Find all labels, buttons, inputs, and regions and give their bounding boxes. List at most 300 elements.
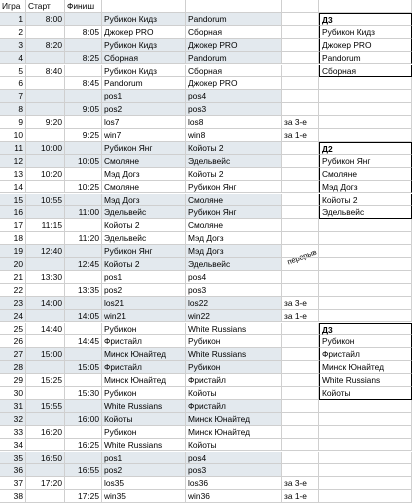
team-a-cell[interactable]: Рубикон Кидз xyxy=(102,13,186,26)
finish-time-cell[interactable]: 10:05 xyxy=(65,155,102,168)
table-row xyxy=(0,181,412,194)
side-cell[interactable] xyxy=(319,310,412,323)
team-a-cell[interactable]: Койоты 2 xyxy=(102,219,186,232)
start-time-cell[interactable] xyxy=(26,413,65,426)
start-time-cell[interactable]: 15:25 xyxy=(26,374,65,387)
finish-time-cell[interactable] xyxy=(65,400,102,413)
side-cell[interactable] xyxy=(319,284,412,297)
game-number-cell[interactable]: 2 xyxy=(0,26,26,39)
table-row xyxy=(0,374,412,387)
side-cell[interactable]: Мэд Догз xyxy=(319,181,412,194)
finish-time-cell[interactable]: 15:30 xyxy=(65,387,102,400)
team-a-cell[interactable]: win7 xyxy=(102,129,186,142)
header-game[interactable]: Игра xyxy=(0,0,26,13)
note-cell[interactable] xyxy=(282,77,319,90)
side-cell[interactable] xyxy=(319,477,412,490)
note-cell[interactable] xyxy=(282,323,319,336)
start-time-cell[interactable] xyxy=(26,26,65,39)
finish-time-cell[interactable] xyxy=(65,219,102,232)
start-time-cell[interactable]: 14:00 xyxy=(26,297,65,310)
team-a-cell[interactable]: Койоты 2 xyxy=(102,258,186,271)
start-time-cell[interactable] xyxy=(26,361,65,374)
team-b-cell[interactable]: Джокер PRO xyxy=(186,77,282,90)
start-time-cell[interactable]: 16:50 xyxy=(26,452,65,465)
start-time-cell[interactable]: 16:20 xyxy=(26,426,65,439)
table-row xyxy=(0,129,412,142)
note-cell[interactable] xyxy=(282,168,319,181)
finish-time-cell[interactable]: 8:05 xyxy=(65,26,102,39)
game-number-cell[interactable]: 27 xyxy=(0,348,26,361)
finish-time-cell[interactable] xyxy=(65,116,102,129)
side-cell[interactable]: Д2 xyxy=(319,142,412,155)
team-b-cell[interactable]: Койоты 2 xyxy=(186,142,282,155)
start-time-cell[interactable]: 12:40 xyxy=(26,245,65,258)
start-time-cell[interactable] xyxy=(26,310,65,323)
team-b-cell[interactable]: pos4 xyxy=(186,271,282,284)
team-b-cell[interactable]: los36 xyxy=(186,477,282,490)
table-row xyxy=(0,464,412,477)
team-b-cell[interactable]: pos4 xyxy=(186,452,282,465)
game-number-cell[interactable]: 20 xyxy=(0,258,26,271)
team-b-cell[interactable]: win8 xyxy=(186,129,282,142)
side-cell[interactable]: Минск Юнайтед xyxy=(319,361,412,374)
team-a-cell[interactable]: Рубикон Кидз xyxy=(102,65,186,78)
team-b-cell[interactable]: Сборная xyxy=(186,65,282,78)
note-cell[interactable] xyxy=(282,413,319,426)
header-team-b[interactable] xyxy=(186,0,282,13)
start-time-cell[interactable]: 8:00 xyxy=(26,13,65,26)
start-time-cell[interactable] xyxy=(26,77,65,90)
team-a-cell[interactable]: Рубикон xyxy=(102,323,186,336)
game-number-cell[interactable]: 17 xyxy=(0,219,26,232)
start-time-cell[interactable]: 9:20 xyxy=(26,116,65,129)
game-number-cell[interactable]: 24 xyxy=(0,310,26,323)
start-time-cell[interactable] xyxy=(26,335,65,348)
start-time-cell[interactable] xyxy=(26,387,65,400)
game-number-cell[interactable]: 6 xyxy=(0,77,26,90)
start-time-cell[interactable]: 8:20 xyxy=(26,39,65,52)
side-cell[interactable] xyxy=(319,245,412,258)
table-row xyxy=(0,400,412,413)
team-a-cell[interactable]: Рубикон Янг xyxy=(102,245,186,258)
side-cell[interactable] xyxy=(319,103,412,116)
team-b-cell[interactable]: Смоляне xyxy=(186,194,282,207)
table-row xyxy=(0,219,412,232)
side-cell[interactable] xyxy=(319,464,412,477)
note-cell[interactable] xyxy=(282,206,319,219)
team-a-cell[interactable]: Рубикон Кидз xyxy=(102,39,186,52)
game-number-cell[interactable]: 29 xyxy=(0,374,26,387)
team-b-cell[interactable]: Рубикон xyxy=(186,335,282,348)
finish-time-cell[interactable]: 9:25 xyxy=(65,129,102,142)
break-label: перерыв xyxy=(286,247,318,267)
finish-time-cell[interactable]: 12:45 xyxy=(65,258,102,271)
game-number-cell[interactable]: 37 xyxy=(0,477,26,490)
note-cell[interactable] xyxy=(282,361,319,374)
table-row xyxy=(0,297,412,310)
table-row xyxy=(0,168,412,181)
team-a-cell[interactable]: Эдельвейс xyxy=(102,206,186,219)
team-a-cell[interactable]: pos2 xyxy=(102,464,186,477)
game-number-cell[interactable]: 38 xyxy=(0,490,26,503)
team-b-cell[interactable]: los22 xyxy=(186,297,282,310)
side-cell[interactable]: Койоты xyxy=(319,387,412,400)
team-b-cell[interactable]: Койоты xyxy=(186,439,282,452)
game-number-cell[interactable]: 26 xyxy=(0,335,26,348)
table-row xyxy=(0,271,412,284)
team-a-cell[interactable]: pos2 xyxy=(102,284,186,297)
side-cell[interactable]: Эдельвейс xyxy=(319,206,412,219)
finish-time-cell[interactable] xyxy=(65,323,102,336)
team-b-cell[interactable]: White Russians xyxy=(186,323,282,336)
side-cell[interactable]: Джокер PRO xyxy=(319,39,412,52)
note-cell[interactable] xyxy=(282,232,319,245)
finish-time-cell[interactable] xyxy=(65,90,102,103)
team-a-cell[interactable]: pos1 xyxy=(102,90,186,103)
finish-time-cell[interactable] xyxy=(65,348,102,361)
game-number-cell[interactable]: 12 xyxy=(0,155,26,168)
finish-time-cell[interactable]: 11:00 xyxy=(65,206,102,219)
game-number-cell[interactable]: 35 xyxy=(0,452,26,465)
team-a-cell[interactable]: los7 xyxy=(102,116,186,129)
finish-time-cell[interactable] xyxy=(65,452,102,465)
start-time-cell[interactable] xyxy=(26,155,65,168)
note-cell[interactable] xyxy=(282,464,319,477)
side-cell[interactable]: Д3 xyxy=(319,323,412,336)
finish-time-cell[interactable]: 11:20 xyxy=(65,232,102,245)
game-number-cell[interactable]: 5 xyxy=(0,65,26,78)
game-number-cell[interactable]: 36 xyxy=(0,464,26,477)
note-cell[interactable] xyxy=(282,245,319,258)
team-b-cell[interactable]: pos3 xyxy=(186,464,282,477)
team-a-cell[interactable]: pos1 xyxy=(102,271,186,284)
team-a-cell[interactable]: win35 xyxy=(102,490,186,503)
table-row xyxy=(0,65,412,78)
team-a-cell[interactable]: Pandorum xyxy=(102,77,186,90)
team-a-cell[interactable]: Смоляне xyxy=(102,181,186,194)
note-cell[interactable] xyxy=(282,65,319,78)
finish-time-cell[interactable] xyxy=(65,13,102,26)
start-time-cell[interactable]: 10:55 xyxy=(26,194,65,207)
note-cell[interactable] xyxy=(282,400,319,413)
side-cell[interactable] xyxy=(319,77,412,90)
table-row xyxy=(0,439,412,452)
side-cell[interactable]: Сборная xyxy=(319,65,412,78)
team-a-cell[interactable]: los35 xyxy=(102,477,186,490)
start-time-cell[interactable] xyxy=(26,52,65,65)
note-cell[interactable]: за 3-е xyxy=(282,477,319,490)
side-cell[interactable]: Рубикон xyxy=(319,335,412,348)
team-a-cell[interactable]: Фристайл xyxy=(102,361,186,374)
start-time-cell[interactable] xyxy=(26,181,65,194)
note-cell[interactable] xyxy=(282,142,319,155)
start-time-cell[interactable] xyxy=(26,464,65,477)
table-row xyxy=(0,52,412,65)
start-time-cell[interactable] xyxy=(26,284,65,297)
side-cell[interactable] xyxy=(319,413,412,426)
team-a-cell[interactable]: Джокер PRO xyxy=(102,26,186,39)
header-finish[interactable]: Финиш xyxy=(65,0,102,13)
note-cell[interactable] xyxy=(282,426,319,439)
header-row xyxy=(0,0,412,13)
note-cell[interactable] xyxy=(282,258,319,271)
start-time-cell[interactable] xyxy=(26,206,65,219)
table-row xyxy=(0,348,412,361)
finish-time-cell[interactable] xyxy=(65,271,102,284)
side-cell[interactable]: Рубикон Кидз xyxy=(319,26,412,39)
finish-time-cell[interactable]: 16:00 xyxy=(65,413,102,426)
note-cell[interactable] xyxy=(282,452,319,465)
finish-time-cell[interactable] xyxy=(65,194,102,207)
team-b-cell[interactable]: Минск Юнайтед xyxy=(186,426,282,439)
finish-time-cell[interactable] xyxy=(65,297,102,310)
start-time-cell[interactable] xyxy=(26,232,65,245)
team-a-cell[interactable]: Мэд Догз xyxy=(102,194,186,207)
team-a-cell[interactable]: Минск Юнайтед xyxy=(102,374,186,387)
team-b-cell[interactable]: Рубикон Янг xyxy=(186,206,282,219)
game-number-cell[interactable]: 9 xyxy=(0,116,26,129)
side-cell[interactable] xyxy=(319,452,412,465)
side-cell[interactable] xyxy=(319,297,412,310)
finish-time-cell[interactable]: 14:05 xyxy=(65,310,102,323)
game-number-cell[interactable]: 10 xyxy=(0,129,26,142)
note-cell[interactable] xyxy=(282,103,319,116)
team-b-cell[interactable]: win36 xyxy=(186,490,282,503)
start-time-cell[interactable]: 10:00 xyxy=(26,142,65,155)
note-cell[interactable] xyxy=(282,219,319,232)
side-cell[interactable] xyxy=(319,426,412,439)
finish-time-cell[interactable] xyxy=(65,39,102,52)
finish-time-cell[interactable]: 10:25 xyxy=(65,181,102,194)
table-row xyxy=(0,39,412,52)
game-number-cell[interactable]: 32 xyxy=(0,413,26,426)
team-a-cell[interactable]: Сборная xyxy=(102,52,186,65)
note-cell[interactable] xyxy=(282,348,319,361)
team-a-cell[interactable]: Мэд Догз xyxy=(102,168,186,181)
note-cell[interactable] xyxy=(282,13,319,26)
header-team-a[interactable] xyxy=(102,0,186,13)
finish-time-cell[interactable]: 16:25 xyxy=(65,439,102,452)
game-number-cell[interactable]: 19 xyxy=(0,245,26,258)
finish-time-cell[interactable]: 15:05 xyxy=(65,361,102,374)
team-a-cell[interactable]: White Russians xyxy=(102,400,186,413)
game-number-cell[interactable]: 7 xyxy=(0,90,26,103)
start-time-cell[interactable] xyxy=(26,439,65,452)
start-time-cell[interactable]: 17:20 xyxy=(26,477,65,490)
side-cell[interactable] xyxy=(319,232,412,245)
game-number-cell[interactable]: 30 xyxy=(0,387,26,400)
team-a-cell[interactable]: win21 xyxy=(102,310,186,323)
side-cell[interactable]: White Russians xyxy=(319,374,412,387)
side-cell[interactable]: Д3 xyxy=(319,13,412,26)
table-row xyxy=(0,426,412,439)
team-a-cell[interactable]: Смоляне xyxy=(102,155,186,168)
note-cell[interactable] xyxy=(282,155,319,168)
side-cell[interactable]: Смоляне xyxy=(319,168,412,181)
game-number-cell[interactable]: 23 xyxy=(0,297,26,310)
finish-time-cell[interactable] xyxy=(65,65,102,78)
note-cell[interactable]: за 1-е xyxy=(282,129,319,142)
team-b-cell[interactable]: Мэд Догз xyxy=(186,245,282,258)
start-time-cell[interactable]: 14:40 xyxy=(26,323,65,336)
game-number-cell[interactable]: 22 xyxy=(0,284,26,297)
team-b-cell[interactable]: Минск Юнайтед xyxy=(186,413,282,426)
team-b-cell[interactable]: Рубикон xyxy=(186,361,282,374)
finish-time-cell[interactable] xyxy=(65,245,102,258)
team-a-cell[interactable]: Минск Юнайтед xyxy=(102,348,186,361)
side-cell[interactable] xyxy=(319,271,412,284)
table-row xyxy=(0,490,412,503)
start-time-cell[interactable] xyxy=(26,129,65,142)
table-row xyxy=(0,206,412,219)
game-number-cell[interactable]: 15 xyxy=(0,194,26,207)
team-a-cell[interactable]: pos1 xyxy=(102,452,186,465)
note-cell[interactable] xyxy=(282,181,319,194)
team-b-cell[interactable]: pos3 xyxy=(186,284,282,297)
start-time-cell[interactable] xyxy=(26,490,65,503)
side-cell[interactable] xyxy=(319,116,412,129)
finish-time-cell[interactable]: 8:45 xyxy=(65,77,102,90)
finish-time-cell[interactable]: 8:25 xyxy=(65,52,102,65)
finish-time-cell[interactable] xyxy=(65,426,102,439)
team-a-cell[interactable]: Рубикон xyxy=(102,426,186,439)
table-row xyxy=(0,26,412,39)
team-b-cell[interactable]: Pandorum xyxy=(186,13,282,26)
team-b-cell[interactable]: Мэд Догз xyxy=(186,232,282,245)
header-start[interactable]: Старт xyxy=(26,0,65,13)
side-cell[interactable]: Pandorum xyxy=(319,52,412,65)
game-number-cell[interactable]: 14 xyxy=(0,181,26,194)
finish-time-cell[interactable]: 13:35 xyxy=(65,284,102,297)
game-number-cell[interactable]: 33 xyxy=(0,426,26,439)
team-b-cell[interactable]: Рубикон Янг xyxy=(186,181,282,194)
finish-time-cell[interactable]: 17:25 xyxy=(65,490,102,503)
note-cell[interactable] xyxy=(282,52,319,65)
start-time-cell[interactable]: 15:55 xyxy=(26,400,65,413)
team-b-cell[interactable]: win22 xyxy=(186,310,282,323)
note-cell[interactable] xyxy=(282,90,319,103)
game-number-cell[interactable]: 11 xyxy=(0,142,26,155)
note-cell[interactable] xyxy=(282,271,319,284)
team-b-cell[interactable]: pos4 xyxy=(186,90,282,103)
team-a-cell[interactable]: Эдельвейс xyxy=(102,232,186,245)
game-number-cell[interactable]: 25 xyxy=(0,323,26,336)
game-number-cell[interactable]: 1 xyxy=(0,13,26,26)
finish-time-cell[interactable]: 16:55 xyxy=(65,464,102,477)
side-cell[interactable] xyxy=(319,490,412,503)
finish-time-cell[interactable]: 14:45 xyxy=(65,335,102,348)
start-time-cell[interactable]: 8:40 xyxy=(26,65,65,78)
team-a-cell[interactable]: Рубикон xyxy=(102,387,186,400)
game-number-cell[interactable]: 34 xyxy=(0,439,26,452)
start-time-cell[interactable]: 13:30 xyxy=(26,271,65,284)
side-cell[interactable] xyxy=(319,129,412,142)
team-b-cell[interactable]: Смоляне xyxy=(186,219,282,232)
note-cell[interactable] xyxy=(282,335,319,348)
team-b-cell[interactable]: Фристайл xyxy=(186,400,282,413)
team-a-cell[interactable]: los21 xyxy=(102,297,186,310)
side-cell[interactable]: Рубикон Янг xyxy=(319,155,412,168)
team-a-cell[interactable]: Фристайл xyxy=(102,335,186,348)
table-row xyxy=(0,245,412,258)
side-cell[interactable] xyxy=(319,439,412,452)
note-cell[interactable]: за 1-е xyxy=(282,490,319,503)
table-row xyxy=(0,155,412,168)
table-row xyxy=(0,116,412,129)
game-number-cell[interactable]: 8 xyxy=(0,103,26,116)
finish-time-cell[interactable] xyxy=(65,374,102,387)
team-b-cell[interactable]: Эдельвейс xyxy=(186,155,282,168)
note-cell[interactable] xyxy=(282,284,319,297)
team-b-cell[interactable]: Джокер PRO xyxy=(186,39,282,52)
team-a-cell[interactable]: pos2 xyxy=(102,103,186,116)
note-cell[interactable]: за 3-е xyxy=(282,116,319,129)
finish-time-cell[interactable] xyxy=(65,168,102,181)
side-cell[interactable] xyxy=(319,90,412,103)
game-number-cell[interactable]: 28 xyxy=(0,361,26,374)
note-cell[interactable] xyxy=(282,387,319,400)
note-cell[interactable] xyxy=(282,194,319,207)
game-number-cell[interactable]: 16 xyxy=(0,206,26,219)
team-b-cell[interactable]: Эдельвейс xyxy=(186,258,282,271)
game-number-cell[interactable]: 18 xyxy=(0,232,26,245)
start-time-cell[interactable]: 15:00 xyxy=(26,348,65,361)
game-number-cell[interactable]: 3 xyxy=(0,39,26,52)
side-cell[interactable]: Фристайл xyxy=(319,348,412,361)
note-cell[interactable] xyxy=(282,39,319,52)
start-time-cell[interactable] xyxy=(26,103,65,116)
finish-time-cell[interactable]: 9:05 xyxy=(65,103,102,116)
note-cell[interactable] xyxy=(282,374,319,387)
team-b-cell[interactable]: White Russians xyxy=(186,348,282,361)
table-row xyxy=(0,284,412,297)
header-note[interactable] xyxy=(282,0,319,13)
table-row xyxy=(0,13,412,26)
team-b-cell[interactable]: Сборная xyxy=(186,26,282,39)
start-time-cell[interactable]: 11:15 xyxy=(26,219,65,232)
note-cell[interactable] xyxy=(282,439,319,452)
team-a-cell[interactable]: White Russians xyxy=(102,439,186,452)
side-cell[interactable] xyxy=(319,219,412,232)
game-number-cell[interactable]: 21 xyxy=(0,271,26,284)
side-cell[interactable] xyxy=(319,400,412,413)
game-number-cell[interactable]: 4 xyxy=(0,52,26,65)
header-side[interactable] xyxy=(319,0,412,13)
note-cell[interactable]: за 3-е xyxy=(282,297,319,310)
table-row xyxy=(0,103,412,116)
team-b-cell[interactable]: Фристайл xyxy=(186,374,282,387)
finish-time-cell[interactable] xyxy=(65,142,102,155)
note-cell[interactable]: за 1-е xyxy=(282,310,319,323)
game-number-cell[interactable]: 31 xyxy=(0,400,26,413)
start-time-cell[interactable]: 10:20 xyxy=(26,168,65,181)
start-time-cell[interactable] xyxy=(26,258,65,271)
start-time-cell[interactable] xyxy=(26,90,65,103)
team-b-cell[interactable]: Койоты xyxy=(186,387,282,400)
team-b-cell[interactable]: pos3 xyxy=(186,103,282,116)
note-cell[interactable] xyxy=(282,26,319,39)
team-a-cell[interactable]: Рубикон Янг xyxy=(102,142,186,155)
team-b-cell[interactable]: Pandorum xyxy=(186,52,282,65)
team-b-cell[interactable]: los8 xyxy=(186,116,282,129)
team-b-cell[interactable]: Койоты 2 xyxy=(186,168,282,181)
side-cell[interactable] xyxy=(319,258,412,271)
table-row xyxy=(0,194,412,207)
finish-time-cell[interactable] xyxy=(65,477,102,490)
team-a-cell[interactable]: Койоты xyxy=(102,413,186,426)
game-number-cell[interactable]: 13 xyxy=(0,168,26,181)
side-cell[interactable]: Койоты 2 xyxy=(319,194,412,207)
